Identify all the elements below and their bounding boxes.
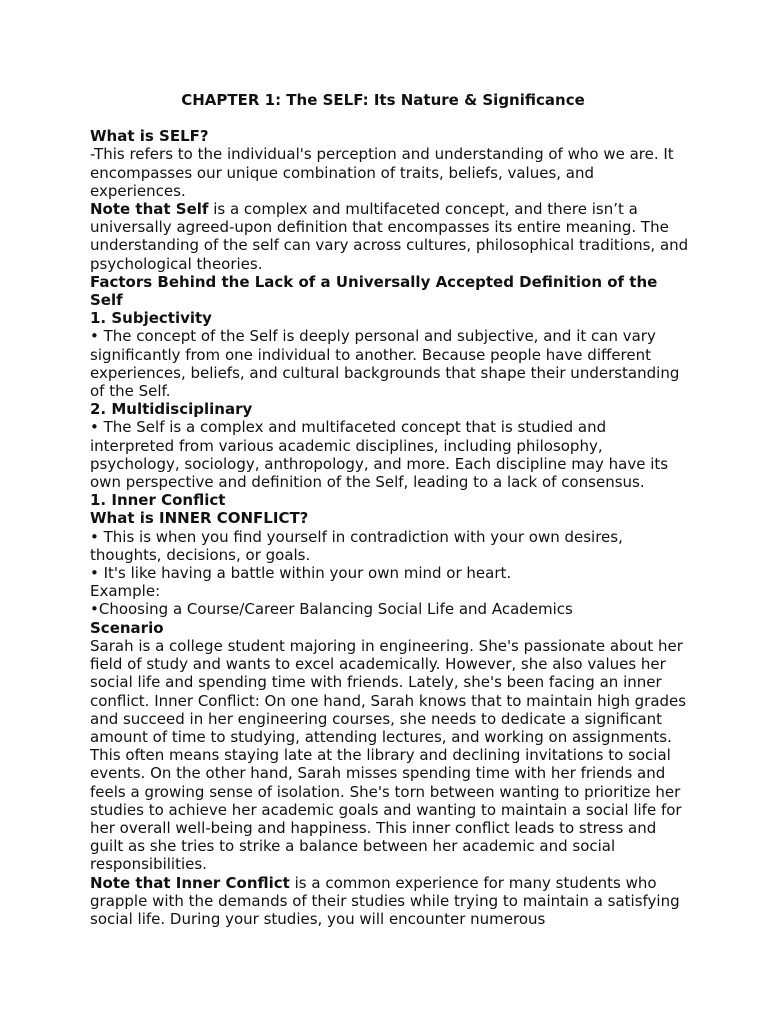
self-note-lead: Note that Self [90,200,209,219]
multidisciplinary-paragraph: • The Self is a complex and multifaceted concept that is studied and interpreted from various academic disciplines, including philosophy, psychology, sociology, anthropology, and more. Each discipline may have its own perspective and definition of the Self, leading to a lack of consensus. [90,418,669,492]
scenario-heading: Scenario [90,618,164,637]
factors-heading: Factors Behind the Lack of a Universally Accepted Definition of the Self [90,272,658,310]
multidisciplinary-heading: 2. Multidisciplinary [90,400,253,419]
self-definition-paragraph: -This refers to the individual's perception and understanding of who we are. It encompasses our unique combination of traits, beliefs, values, and experiences. [90,145,674,200]
self-note-paragraph [90,200,690,273]
scenario-paragraph: Sarah is a college student majoring in engineering. She's passionate about her field of study and wants to excel academically. However, she also values her social life and spending time with friends. Lately, she's been facing an inner conflict. Inner Conflict: On one hand, Sarah knows that to maintain high grades and succeed in her engineering courses, she needs to dedicate a significant amount of time to studying, attending lectures, and working on assignments. This often means staying late at the library and declining invitations to social events. On the other hand, Sarah misses spending time with her friends and feels a growing sense of isolation. She's torn between wanting to prioritize her studies to achieve her academic goals and wanting to maintain a social life for her overall well-being and happiness. This inner conflict leads to stress and guilt as she tries to strike a balance between her academic and social responsibilities. [90,636,687,874]
document-page [90,91,690,928]
subjectivity-paragraph: • The concept of the Self is deeply personal and subjective, and it can vary significantly from one individual to another. Because people have different experiences, beliefs, and cultural backgrounds that shape their understanding of the Self. [90,327,680,401]
inner-conflict-heading: 1. Inner Conflict [90,491,226,510]
inner-conflict-note-paragraph [90,874,690,929]
chapter-title: CHAPTER 1: The SELF: Its Nature & Significance [181,91,585,109]
what-is-self-heading: What is SELF? [90,127,209,146]
inner-conflict-bullet-1: • This is when you find yourself in contradiction with your own desires, thoughts, decisions, or goals. [90,527,623,564]
inner-conflict-note-lead: Note that Inner Conflict [90,873,290,892]
subjectivity-heading: 1. Subjectivity [90,309,212,328]
inner-conflict-note-text: is a common experience for many students who grapple with the demands of their studies while trying to maintain a satisfying social life. During your studies, you will encounter numerous [90,873,680,928]
what-is-inner-conflict-heading: What is INNER CONFLICT? [90,509,309,528]
example-label: Example: [90,582,161,601]
example-text: •Choosing a Course/Career Balancing Social Life and Academics [90,600,573,619]
self-note-text: is a complex and multifaceted concept, and there isn’t a universally agreed-upon definition that encompasses its entire meaning. The understanding of the self can vary across cultures, philosophical traditions, and psychological theories. [90,200,689,273]
inner-conflict-bullet-2: • It's like having a battle within your own mind or heart. [90,564,512,583]
